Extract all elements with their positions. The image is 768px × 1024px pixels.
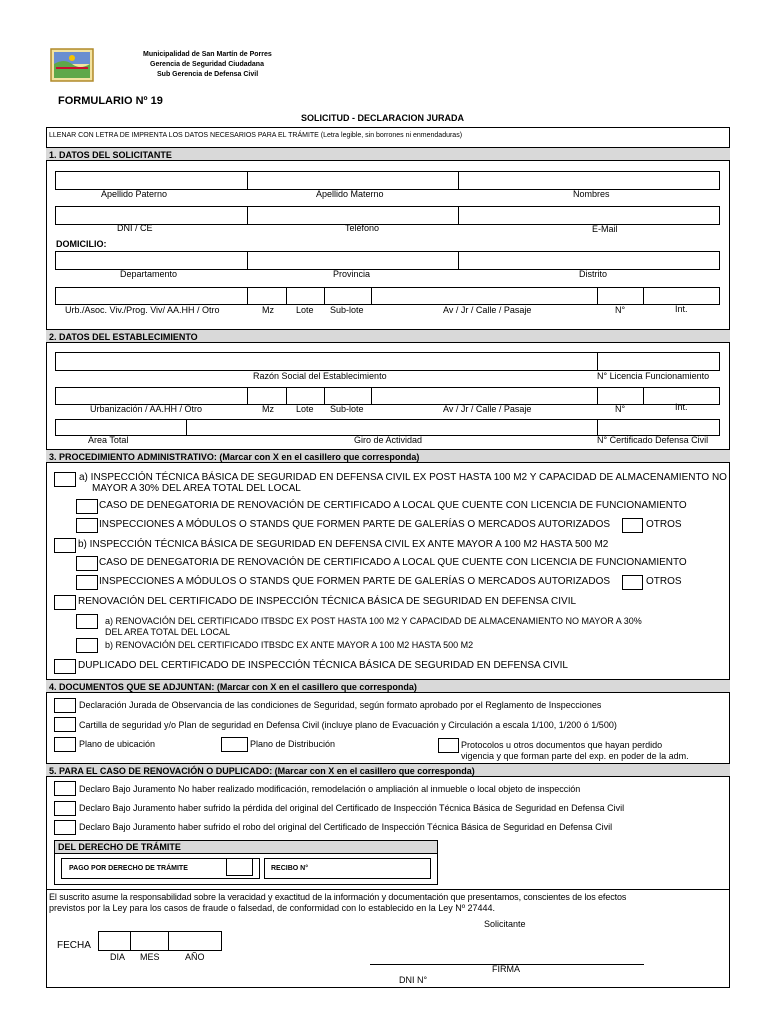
label-est-lote: Lote: [296, 404, 314, 414]
ano-label: AÑO: [185, 952, 205, 962]
contact-row: [55, 206, 720, 225]
label-email: E-Mail: [592, 224, 618, 234]
checkbox-doc3[interactable]: [54, 737, 76, 752]
decl-line-2: previstos por la Ley para los casos de fraude o falsedad, de conformidad con lo establecido en la Ley Nº 27444.: [49, 903, 496, 913]
doc-5-cont: vigencia y que forman parte del exp. en poder de la adm.: [461, 751, 689, 761]
section-5-header: 5. PARA EL CASO DE RENOVACIÓN O DUPLICADO: (Marcar con X en el casillero que corresponda): [46, 763, 730, 777]
option-insp1: INSPECCIONES A MÓDULOS O STANDS QUE FORMEN PARTE DE GALERÍAS O MERCADOS AUTORIZADOS: [99, 519, 611, 530]
address-row: [55, 287, 720, 305]
option-a: a) INSPECCIÓN TÉCNICA BÁSICA DE SEGURIDAD EN DEFENSA CIVIL EX POST HASTA 100 M2 Y CAPACIDAD DE ALMACENAMIENTO NO: [79, 472, 727, 483]
pago-label: PAGO POR DERECHO DE TRÁMITE: [69, 865, 188, 872]
option-a-cont: MAYOR A 30% DEL AREA TOTAL DEL LOCAL: [92, 483, 301, 494]
doc-1: Declaración Jurada de Observancia de las condiciones de Seguridad, según formato aprobado por el Reglamento de Inspecciones: [79, 700, 602, 710]
doc-title: SOLICITUD - DECLARACION JURADA: [301, 113, 464, 123]
option-insp2: INSPECCIONES A MÓDULOS O STANDS QUE FORMEN PARTE DE GALERÍAS O MERCADOS AUTORIZADOS: [99, 576, 611, 587]
option-b: b) INSPECCIÓN TÉCNICA BÁSICA DE SEGURIDAD EN DEFENSA CIVIL EX ANTE MAYOR A 100 M2 HASTA 500 M2: [78, 539, 609, 550]
doc-3: Plano de ubicación: [79, 739, 156, 749]
label-nombres: Nombres: [573, 189, 610, 199]
section-4-header: 4. DOCUMENTOS QUE SE ADJUNTAN: (Marcar con X en el casillero que corresponda): [46, 679, 730, 693]
checkbox-duplicado[interactable]: [54, 659, 76, 674]
mes-label: MES: [140, 952, 160, 962]
label-est-av: Av / Jr / Calle / Pasaje: [443, 404, 532, 414]
instruction: LLENAR CON LETRA DE IMPRENTA LOS DATOS NECESARIOS PARA EL TRÁMITE (Letra legible, sin borrones ni enmendaduras): [49, 132, 463, 139]
option-renov-a-cont: DEL AREA TOTAL DEL LOCAL: [105, 627, 231, 637]
checkbox-r3[interactable]: [54, 820, 76, 835]
name-row: [55, 171, 720, 190]
label-sublote: Sub-lote: [330, 305, 364, 315]
form-title: FORMULARIO Nº 19: [58, 95, 163, 107]
label-est-sublote: Sub-lote: [330, 404, 364, 414]
option-duplicado: DUPLICADO DEL CERTIFICADO DE INSPECCIÓN TÉCNICA BÁSICA DE SEGURIDAD EN DEFENSA CIVIL: [78, 660, 568, 671]
label-apellido-paterno: Apellido Paterno: [101, 189, 168, 199]
doc-5: Protocolos u otros documentos que hayan perdido: [461, 740, 663, 750]
fecha-label: FECHA: [57, 940, 91, 951]
decl-line-1: El suscrito asume la responsabilidad sobre la veracidad y exactitud de la información y documentación que presentamos, conscientes de los efectos: [49, 892, 627, 902]
checkbox-caso2[interactable]: [76, 556, 98, 571]
section-1-header: 1. DATOS DEL SOLICITANTE: [46, 147, 730, 161]
label-apellido-materno: Apellido Materno: [316, 189, 384, 199]
razon-row: [55, 352, 720, 371]
label-urb: Urb./Asoc. Viv./Prog. Viv/ AA.HH / Otro: [65, 305, 220, 315]
option-renov-b: b) RENOVACIÓN DEL CERTIFICADO ITBSDC EX ANTE MAYOR A 100 M2 HASTA 500 M2: [105, 640, 474, 650]
dni-label: DNI N°: [399, 975, 428, 985]
option-otros1: OTROS: [646, 519, 682, 530]
checkbox-doc2[interactable]: [54, 717, 76, 732]
label-area: Area Total: [88, 435, 129, 445]
label-lote: Lote: [296, 305, 314, 315]
label-int: Int.: [675, 304, 688, 314]
label-est-urb: Urbanización / AA.HH / Otro: [90, 404, 203, 414]
label-departamento: Departamento: [120, 269, 178, 279]
checkbox-insp1[interactable]: [76, 518, 98, 533]
org-name-2: Gerencia de Seguridad Ciudadana: [150, 61, 264, 68]
dia-label: DIA: [110, 952, 126, 962]
label-telefono: Teléfono: [345, 223, 380, 233]
option-renov-a: a) RENOVACIÓN DEL CERTIFICADO ITBSDC EX POST HASTA 100 M2 Y CAPACIDAD DE ALMACENAMIENTO NO MAYOR A 30%: [105, 616, 642, 626]
checkbox-renov-a[interactable]: [76, 614, 98, 629]
org-name-3: Sub Gerencia de Defensa Civil: [157, 71, 259, 78]
renov-decl-2: Declaro Bajo Juramento haber sufrido la pérdida del original del Certificado de Inspección Técnica Básica de Seguridad en Defensa Civil: [79, 803, 625, 813]
est-address-row: [55, 387, 720, 405]
label-distrito: Distrito: [579, 269, 608, 279]
renov-decl-3: Declaro Bajo Juramento haber sufrido el robo del original del Certificado de Inspección Técnica Básica de Seguridad en Defensa Civil: [79, 822, 613, 832]
location-row: [55, 251, 720, 270]
label-certificado: N° Certificado Defensa Civil: [597, 435, 709, 445]
option-renov: RENOVACIÓN DEL CERTIFICADO DE INSPECCIÓN TÉCNICA BÁSICA DE SEGURIDAD EN DEFENSA CIVIL: [78, 596, 577, 607]
checkbox-b[interactable]: [54, 538, 76, 553]
recibo-label: RECIBO N°: [271, 865, 309, 872]
checkbox-doc5[interactable]: [438, 738, 459, 753]
section-3-header: 3. PROCEDIMIENTO ADMINISTRATIVO: (Marcar con X en el casillero que corresponda): [46, 449, 730, 463]
label-mz: Mz: [262, 305, 274, 315]
checkbox-r1[interactable]: [54, 781, 76, 796]
solicitante-label: Solicitante: [484, 919, 526, 929]
label-licencia: N° Licencia Funcionamiento: [597, 371, 710, 381]
label-dni: DNI / CE: [117, 223, 153, 233]
option-caso1: CASO DE DENEGATORIA DE RENOVACIÓN DE CERTIFICADO A LOCAL QUE CUENTE CON LICENCIA DE FUNCIONAMIENTO: [99, 500, 687, 511]
fecha-box[interactable]: [98, 931, 222, 951]
checkbox-doc1[interactable]: [54, 698, 76, 713]
doc-2: Cartilla de seguridad y/o Plan de seguridad en Defensa Civil (incluye plano de Evacuación y Circulación a escala 1/100, 1/200 ó 1/500): [79, 720, 617, 730]
label-est-mz: Mz: [262, 404, 274, 414]
derecho-title: DEL DERECHO DE TRÁMITE: [58, 842, 181, 852]
checkbox-doc4[interactable]: [221, 737, 248, 752]
checkbox-r2[interactable]: [54, 801, 76, 816]
label-num: N°: [615, 305, 626, 315]
label-giro: Giro de Actividad: [354, 435, 423, 445]
org-name-1: Municipalidad de San Martín de Porres: [143, 51, 272, 58]
firma-label: FIRMA: [492, 964, 520, 974]
option-otros2: OTROS: [646, 576, 682, 587]
label-est-int: Int.: [675, 402, 688, 412]
checkbox-caso1[interactable]: [76, 499, 98, 514]
label-av: Av / Jr / Calle / Pasaje: [443, 305, 532, 315]
option-caso2: CASO DE DENEGATORIA DE RENOVACIÓN DE CERTIFICADO A LOCAL QUE CUENTE CON LICENCIA DE FUNCIONAMIENTO: [99, 557, 687, 568]
label-razon: Razón Social del Establecimiento: [253, 371, 387, 381]
area-row: [55, 419, 720, 436]
pago-input[interactable]: [226, 858, 253, 876]
renov-decl-1: Declaro Bajo Juramento No haber realizado modificación, remodelación o ampliación al inmueble o local objeto de inspección: [79, 784, 581, 794]
checkbox-renov[interactable]: [54, 595, 76, 610]
checkbox-renov-b[interactable]: [76, 638, 98, 653]
checkbox-otros1[interactable]: [622, 518, 643, 533]
label-est-num: N°: [615, 404, 626, 414]
checkbox-insp2[interactable]: [76, 575, 98, 590]
label-domicilio: DOMICILIO:: [56, 239, 107, 249]
checkbox-otros2[interactable]: [622, 575, 643, 590]
doc-4: Plano de Distribución: [250, 739, 336, 749]
checkbox-a[interactable]: [54, 472, 76, 487]
section-2-header: 2. DATOS DEL ESTABLECIMIENTO: [46, 329, 730, 343]
label-provincia: Provincia: [333, 269, 371, 279]
municipal-logo: [50, 48, 94, 82]
